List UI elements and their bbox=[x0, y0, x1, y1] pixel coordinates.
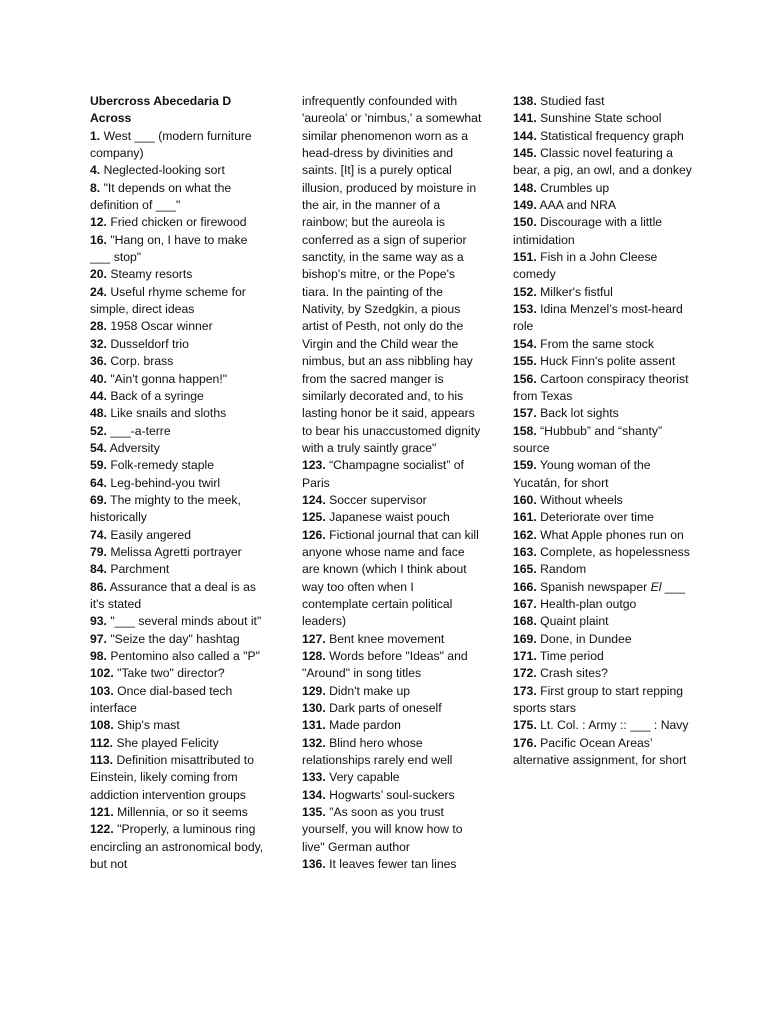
clue-text: Hogwarts’ soul-suckers bbox=[329, 787, 455, 802]
clue-item bbox=[90, 544, 270, 561]
clue-text: Blind hero whose relationships rarely end well bbox=[302, 735, 453, 768]
clue-item bbox=[90, 214, 270, 231]
clue-text: Dusseldorf trio bbox=[110, 336, 189, 351]
clue-number: 135. bbox=[302, 805, 326, 820]
clue-item bbox=[90, 735, 270, 752]
clue-text: Health-plan outgo bbox=[540, 596, 637, 611]
clue-item bbox=[302, 631, 482, 648]
clue-text: Fried chicken or firewood bbox=[110, 215, 247, 230]
clue-item bbox=[513, 145, 693, 180]
clue-item bbox=[513, 561, 693, 578]
clue-number: 74. bbox=[90, 527, 107, 542]
clue-item bbox=[513, 665, 693, 682]
clue-number: 155. bbox=[513, 354, 537, 369]
clue-item bbox=[90, 579, 270, 614]
clue-item bbox=[513, 492, 693, 509]
clue-item bbox=[90, 284, 270, 319]
clue-text: Once dial-based tech interface bbox=[90, 683, 233, 716]
clue-text: "Seize the day" hashtag bbox=[110, 631, 240, 646]
clue-number: 97. bbox=[90, 631, 107, 646]
clue-text: ___-a-terre bbox=[110, 423, 171, 438]
clue-item bbox=[90, 128, 270, 163]
clue-number: 172. bbox=[513, 666, 537, 681]
clue-text: Lt. Col. : Army :: ___ : Navy bbox=[540, 718, 689, 733]
clue-item bbox=[90, 336, 270, 353]
clue-item bbox=[302, 769, 482, 786]
clue-item bbox=[302, 717, 482, 734]
clue-text: Deteriorate over time bbox=[540, 510, 654, 525]
clue-item bbox=[513, 110, 693, 127]
clue-item bbox=[90, 475, 270, 492]
clue-number: 93. bbox=[90, 614, 107, 629]
clue-number: 167. bbox=[513, 596, 537, 611]
clue-list bbox=[90, 128, 270, 874]
clue-number: 173. bbox=[513, 683, 537, 698]
clue-item bbox=[90, 804, 270, 821]
clue-text: Discourage with a little intimidation bbox=[513, 215, 663, 247]
clue-number: 112. bbox=[90, 735, 114, 750]
clue-item bbox=[90, 613, 270, 630]
clue-number: 150. bbox=[513, 215, 537, 230]
clue-number: 154. bbox=[513, 336, 537, 351]
clue-number: 136. bbox=[302, 857, 326, 872]
clue-text: Leg-behind-you twirl bbox=[110, 475, 221, 490]
clue-text: Assurance that a deal is as it's stated bbox=[90, 579, 257, 611]
clue-text: Quaint plaint bbox=[540, 614, 609, 629]
clue-item bbox=[90, 457, 270, 474]
clue-text: She played Felicity bbox=[116, 735, 219, 750]
clue-number: 84. bbox=[90, 562, 107, 577]
clue-number: 4. bbox=[90, 163, 101, 178]
clue-number: 175. bbox=[513, 718, 537, 733]
clue-text: Bent knee movement bbox=[329, 631, 445, 646]
clue-number: 131. bbox=[302, 718, 326, 733]
clue-continuation: infrequently confounded with 'aureola' or 'nimbus,' a somewhat similar phenomenon worn as a head-dress by divinities and saints. [It] is a purely optical illusion, produced by moisture in the air, in the manner of a rainbow; but the aureola is conferred as a sign of superior sanctity, in the same way as a bishop's mitre, or the Pope's tiara. In the painting of the Nativity, by Szedgkin, a pious artist of Pesth, not only do the Virgin and the Child wear the nimbus, but an ass nibbling hay from the sacred manger is similarly decorated and, to his lasting honor be it said, appears to bear his unaccustomed dignity with a truly saintly grace" bbox=[302, 94, 482, 455]
clue-number: 165. bbox=[513, 562, 537, 577]
clue-item bbox=[513, 301, 693, 336]
clue-item bbox=[513, 457, 693, 492]
clue-text: "Ain't gonna happen!" bbox=[110, 371, 228, 386]
clue-number: 161. bbox=[513, 510, 537, 525]
clue-item bbox=[513, 128, 693, 145]
clue-text: "It depends on what the definition of ___" bbox=[90, 180, 232, 213]
clue-number: 160. bbox=[513, 492, 537, 507]
clue-number: 122. bbox=[90, 822, 114, 837]
clue-text: Ship's mast bbox=[117, 718, 180, 733]
clue-number: 151. bbox=[513, 250, 537, 265]
clue-item bbox=[90, 423, 270, 440]
clue-item bbox=[90, 180, 270, 215]
clue-text: Done, in Dundee bbox=[540, 631, 632, 646]
clue-number: 86. bbox=[90, 579, 107, 594]
clue-text: Corp. brass bbox=[110, 354, 174, 369]
clue-item bbox=[90, 752, 270, 804]
clue-number: 52. bbox=[90, 423, 107, 438]
clue-item bbox=[302, 700, 482, 717]
clue-text: Folk-remedy staple bbox=[110, 458, 214, 473]
clue-number: 44. bbox=[90, 388, 107, 403]
clue-text: Millennia, or so it seems bbox=[117, 805, 248, 820]
clue-item bbox=[513, 405, 693, 422]
clue-text: Pentomino also called a "P" bbox=[110, 649, 260, 663]
clue-text: Words before "Ideas" and "Around" in song titles bbox=[302, 649, 468, 681]
clue-item bbox=[302, 492, 482, 509]
clue-text: Useful rhyme scheme for simple, direct ideas bbox=[90, 284, 246, 317]
clue-number: 124. bbox=[302, 492, 326, 507]
clue-number: 129. bbox=[302, 683, 326, 698]
clue-item bbox=[90, 648, 270, 665]
clue-text: "As soon as you trust yourself, you will know how to live" German author bbox=[302, 805, 463, 854]
clue-text: Like snails and sloths bbox=[110, 406, 227, 421]
clue-item bbox=[90, 631, 270, 648]
clue-item bbox=[90, 665, 270, 682]
clue-column-3 bbox=[513, 93, 693, 769]
clue-number: 168. bbox=[513, 614, 537, 629]
clue-text: Crash sites? bbox=[540, 666, 608, 681]
puzzle-title: Ubercross Abecedaria D bbox=[90, 94, 232, 108]
clue-text: "Properly, a luminous ring encircling an astronomical body, but not bbox=[90, 822, 264, 872]
clue-text: Easily angered bbox=[110, 527, 191, 542]
clue-item bbox=[513, 180, 693, 197]
clue-text: The mighty to the meek, historically bbox=[90, 492, 241, 525]
clue-number: 145. bbox=[513, 146, 537, 161]
clue-item bbox=[513, 735, 693, 770]
clue-text: It leaves fewer tan lines bbox=[329, 857, 457, 872]
clue-number: 69. bbox=[90, 492, 107, 507]
clue-item bbox=[302, 457, 482, 492]
clue-number: 28. bbox=[90, 319, 107, 334]
clue-number: 157. bbox=[513, 406, 537, 421]
clue-item bbox=[513, 214, 693, 249]
clue-text: Back of a syringe bbox=[110, 388, 204, 403]
clue-text: West ___ (modern furniture company) bbox=[90, 128, 252, 161]
clue-text: Classic novel featuring a bear, a pig, an owl, and a donkey bbox=[513, 146, 692, 178]
clue-text: Sunshine State school bbox=[540, 111, 662, 126]
clue-text: Made pardon bbox=[329, 718, 401, 733]
clue-text: Definition misattributed to Einstein, likely coming from addiction intervention groups bbox=[90, 753, 254, 802]
clue-number: 130. bbox=[302, 701, 326, 716]
clue-text: Milker's fistful bbox=[540, 284, 613, 299]
clue-item bbox=[302, 856, 482, 873]
clue-item bbox=[302, 527, 482, 631]
clue-item bbox=[513, 613, 693, 630]
clue-number: 8. bbox=[90, 180, 101, 195]
clue-text: Steamy resorts bbox=[110, 267, 193, 282]
clue-text: Fictional journal that can kill anyone whose name and face are known (which I think about way too often when I contemplate certain political leaders) bbox=[302, 527, 479, 629]
clue-item bbox=[90, 717, 270, 734]
clue-number: 128. bbox=[302, 649, 326, 663]
clue-number: 40. bbox=[90, 371, 107, 386]
clue-text: "___ several minds about it" bbox=[110, 614, 262, 629]
clue-text: Adversity bbox=[109, 440, 160, 455]
clue-number: 24. bbox=[90, 284, 107, 299]
clue-item bbox=[302, 735, 482, 770]
clue-number: 144. bbox=[513, 128, 537, 143]
clue-text: Dark parts of oneself bbox=[329, 701, 442, 716]
clue-number: 127. bbox=[302, 631, 326, 646]
clue-item bbox=[90, 353, 270, 370]
clue-item bbox=[513, 544, 693, 561]
clue-item bbox=[513, 371, 693, 406]
clue-item bbox=[302, 648, 482, 683]
clue-text: Parchment bbox=[110, 562, 170, 577]
clue-item bbox=[302, 683, 482, 700]
clue-item bbox=[513, 717, 693, 734]
clue-text: Pacific Ocean Areas’ alternative assignment, for short bbox=[513, 735, 687, 768]
clue-number: 138. bbox=[513, 94, 537, 108]
clue-number: 79. bbox=[90, 544, 107, 559]
clue-item bbox=[302, 509, 482, 526]
across-heading: Across bbox=[90, 111, 132, 126]
clue-number: 113. bbox=[90, 753, 114, 768]
clue-text: Without wheels bbox=[540, 492, 623, 507]
clue-item bbox=[513, 596, 693, 613]
clue-item bbox=[90, 266, 270, 283]
clue-text: “Champagne socialist” of Paris bbox=[302, 458, 464, 490]
clue-list bbox=[513, 93, 693, 769]
clue-item bbox=[513, 631, 693, 648]
clue-text: Very capable bbox=[329, 770, 400, 785]
clue-item bbox=[90, 821, 270, 873]
clue-item bbox=[90, 492, 270, 527]
clue-text: First group to start repping sports stars bbox=[513, 683, 684, 716]
clue-text: From the same stock bbox=[540, 336, 654, 351]
clue-text: 1958 Oscar winner bbox=[110, 319, 213, 334]
clue-number: 176. bbox=[513, 735, 537, 750]
clue-number: 169. bbox=[513, 631, 537, 646]
clue-item bbox=[90, 232, 270, 267]
clue-number: 102. bbox=[90, 666, 114, 681]
clue-number: 12. bbox=[90, 215, 107, 230]
clue-column-1 bbox=[90, 93, 270, 873]
clue-text: “Hubbub” and “shanty” source bbox=[513, 423, 663, 455]
clue-number: 16. bbox=[90, 232, 107, 247]
clue-number: 166. bbox=[513, 579, 537, 594]
clue-item bbox=[90, 405, 270, 422]
clue-number: 134. bbox=[302, 787, 326, 802]
clue-number: 121. bbox=[90, 805, 114, 820]
clue-text: Complete, as hopelessness bbox=[540, 544, 690, 559]
clue-item bbox=[513, 527, 693, 544]
clue-item bbox=[513, 683, 693, 718]
clue-number: 123. bbox=[302, 458, 326, 473]
clue-item bbox=[302, 787, 482, 804]
clue-column-2 bbox=[302, 93, 482, 873]
clue-number: 158. bbox=[513, 423, 537, 438]
clue-text: Studied fast bbox=[540, 94, 605, 108]
clue-item bbox=[90, 371, 270, 388]
clue-item bbox=[513, 284, 693, 301]
clue-number: 133. bbox=[302, 770, 326, 785]
clue-number: 149. bbox=[513, 198, 537, 213]
clue-number: 162. bbox=[513, 527, 537, 542]
clue-item bbox=[90, 561, 270, 578]
clue-number: 32. bbox=[90, 336, 107, 351]
clue-number: 148. bbox=[513, 180, 537, 195]
clue-list bbox=[302, 457, 482, 873]
clue-item bbox=[513, 93, 693, 110]
clue-number: 132. bbox=[302, 735, 326, 750]
clue-number: 152. bbox=[513, 284, 537, 299]
clue-text: AAA and NRA bbox=[539, 198, 617, 213]
clue-number: 48. bbox=[90, 406, 107, 421]
clue-number: 171. bbox=[513, 649, 537, 663]
clue-item bbox=[90, 440, 270, 457]
clue-item bbox=[513, 509, 693, 526]
clue-text: Statistical frequency graph bbox=[540, 128, 684, 143]
clue-item bbox=[513, 197, 693, 214]
clue-item bbox=[513, 249, 693, 284]
clue-text: Young woman of the Yucatán, for short bbox=[513, 458, 651, 490]
clue-item bbox=[513, 648, 693, 665]
clue-text: Soccer supervisor bbox=[329, 492, 427, 507]
clue-text: Back lot sights bbox=[540, 406, 619, 421]
clue-item bbox=[513, 353, 693, 370]
clue-text: Didn't make up bbox=[329, 683, 411, 698]
clue-text: Idina Menzel’s most-heard role bbox=[513, 302, 683, 334]
clue-item bbox=[90, 162, 270, 179]
clue-text: Cartoon conspiracy theorist from Texas bbox=[513, 371, 689, 403]
italic-word: El bbox=[650, 579, 662, 594]
clue-number: 64. bbox=[90, 475, 107, 490]
clue-text: "Take two" director? bbox=[117, 666, 225, 681]
clue-number: 153. bbox=[513, 302, 537, 317]
clue-number: 163. bbox=[513, 544, 537, 559]
clue-text: Melissa Agretti portrayer bbox=[110, 544, 242, 559]
clue-number: 36. bbox=[90, 354, 107, 369]
clue-number: 126. bbox=[302, 527, 326, 542]
clue-item bbox=[302, 804, 482, 856]
clue-item bbox=[513, 423, 693, 458]
clue-text: Time period bbox=[539, 649, 604, 663]
clue-number: 98. bbox=[90, 649, 107, 663]
clue-text: What Apple phones run on bbox=[540, 527, 684, 542]
clue-item bbox=[90, 318, 270, 335]
clue-text: Japanese waist pouch bbox=[329, 510, 450, 525]
clue-text: Spanish newspaper El ___ bbox=[540, 579, 686, 594]
clue-text: Huck Finn's polite assent bbox=[540, 354, 676, 369]
clue-text: Random bbox=[540, 562, 587, 577]
clue-number: 125. bbox=[302, 510, 326, 525]
clue-number: 59. bbox=[90, 458, 107, 473]
clue-number: 156. bbox=[513, 371, 537, 386]
clue-item bbox=[513, 336, 693, 353]
clue-text: Neglected-looking sort bbox=[103, 163, 225, 178]
clue-number: 54. bbox=[90, 440, 107, 455]
clue-text: "Hang on, I have to make ___ stop" bbox=[90, 232, 248, 265]
clue-item bbox=[90, 388, 270, 405]
clue-item bbox=[90, 683, 270, 718]
clue-number: 103. bbox=[90, 683, 114, 698]
clue-item bbox=[513, 579, 693, 596]
clue-number: 1. bbox=[90, 128, 101, 143]
clue-number: 141. bbox=[513, 111, 537, 126]
clue-number: 20. bbox=[90, 267, 107, 282]
clue-text: Crumbles up bbox=[540, 180, 610, 195]
clue-item bbox=[90, 527, 270, 544]
clue-number: 159. bbox=[513, 458, 537, 473]
clue-number: 108. bbox=[90, 718, 114, 733]
clue-text: Fish in a John Cleese comedy bbox=[513, 250, 658, 282]
